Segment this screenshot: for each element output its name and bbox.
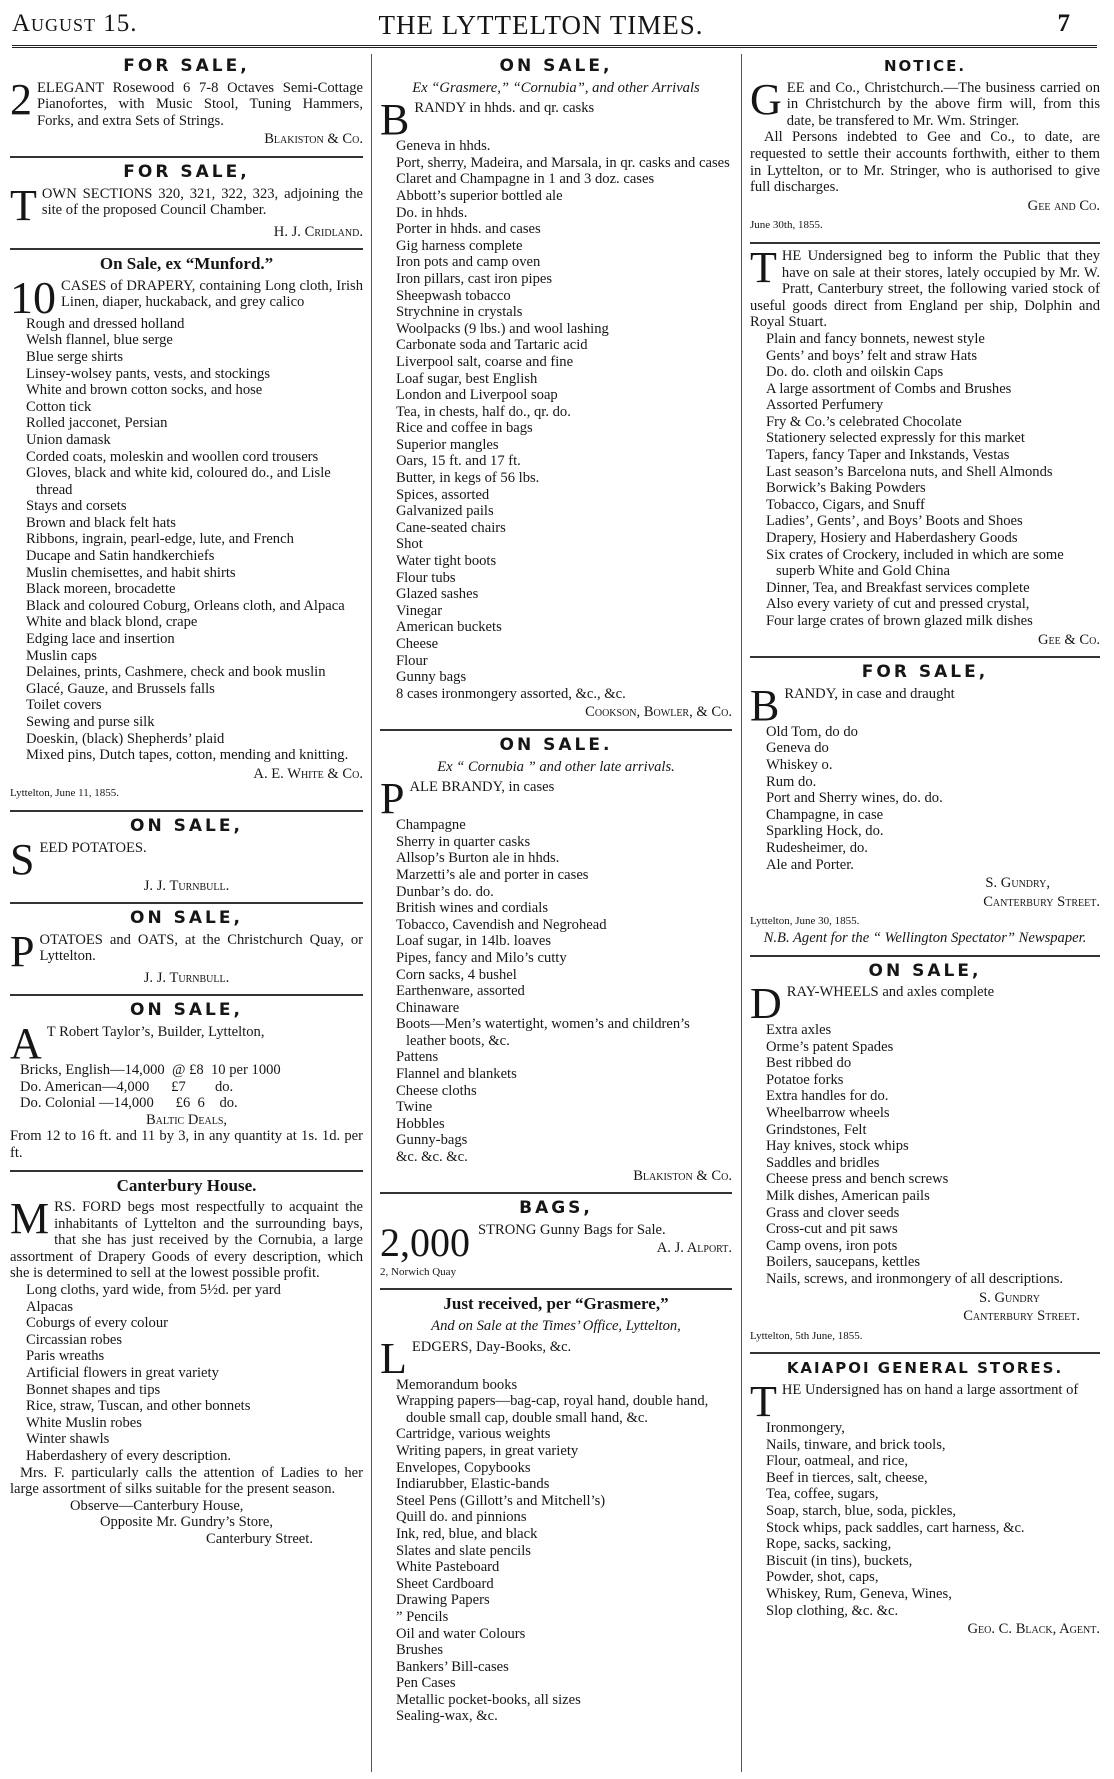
column-divider <box>371 54 372 1772</box>
ad-text: OWN SECTIONS 320, 321, 322, 323, adjoining the site of the proposed Council Chamber. <box>41 185 363 219</box>
list-item: Rum do. <box>766 773 817 790</box>
list-item: ” Pencils <box>396 1608 449 1625</box>
list-item: Superior mangles <box>396 436 499 453</box>
list-item: Last season’s Barcelona nuts, and Shell Almonds <box>766 463 1053 480</box>
drop-cap: B <box>380 95 410 145</box>
newspaper-title: THE LYTTELTON TIMES. <box>378 10 704 40</box>
item-list <box>750 1420 1100 1619</box>
list-item: Ink, red, blue, and black <box>396 1525 538 1542</box>
ad-heading: ON SALE, <box>868 960 982 981</box>
ad-signature: A. J. Alport. <box>656 1240 732 1257</box>
list-item: Hobbles <box>396 1115 445 1132</box>
list-item: Pen Cases <box>396 1675 456 1692</box>
list-item: Loaf sugar, best English <box>396 370 538 387</box>
ad-heading: FOR SALE, <box>123 56 250 76</box>
list-item: Sparkling Hock, do. <box>766 823 884 840</box>
list-item: Tea, coffee, sugars, <box>766 1486 879 1503</box>
list-item: Artificial flowers in great variety <box>26 1365 219 1382</box>
list-item: Muslin chemisettes, and habit shirts <box>26 564 236 581</box>
list-item: Iron pots and camp oven <box>396 254 541 271</box>
drop-cap: 10 <box>10 271 56 323</box>
list-item: Blue serge shirts <box>26 348 124 365</box>
list-item: Stationery selected expressly for this market <box>766 430 1025 447</box>
list-item: Slop clothing, &c. &c. <box>766 1602 899 1619</box>
list-item: Flannel and blankets <box>396 1066 517 1083</box>
list-item: Extra axles <box>766 1022 832 1039</box>
list-item: Muslin caps <box>26 647 97 664</box>
ad-signature: J. J. Turnbull. <box>143 877 230 894</box>
ad-observe: Observe—Canterbury House, <box>70 1497 244 1514</box>
ad-subtitle: Ex “ Cornubia ” and other late arrivals. <box>437 758 675 775</box>
column-2 <box>380 52 732 1733</box>
ad-seed-potatoes <box>10 812 363 904</box>
list-item: Corn sacks, 4 bushel <box>396 966 517 983</box>
list-item: Tobacco, Cavendish and Negrohead <box>396 916 607 933</box>
drop-cap: S <box>10 834 35 884</box>
ad-text: RANDY, in case and draught <box>784 685 955 702</box>
item-list <box>750 724 1100 873</box>
ad-quantity: 2,000 <box>380 1219 470 1265</box>
list-item: Union damask <box>26 431 111 448</box>
list-item: Sewing and purse silk <box>26 714 155 730</box>
list-item: Wrapping papers—bag-cap, royal hand, double hand, double small cap, double small hand, &c. <box>396 1393 709 1426</box>
list-item: Coburgs of every colour <box>26 1315 168 1332</box>
list-item: A large assortment of Combs and Brushes <box>766 380 1012 397</box>
list-item: Edging lace and insertion <box>26 631 175 648</box>
list-item: Slates and slate pencils <box>396 1542 531 1559</box>
ad-brandy-hhds <box>380 52 732 731</box>
price-list <box>10 1062 363 1112</box>
ad-signature: Blakiston & Co. <box>633 1167 732 1184</box>
list-item: Oars, 15 ft. and 17 ft. <box>396 453 521 470</box>
list-item: Galvanized pails <box>396 503 494 520</box>
list-item: Vinegar <box>396 602 443 619</box>
ad-text: EE and Co., Christchurch.—The business carried on in Christchurch by the above firm will, from this date, be transfered to Mr. Wm. Stringer. <box>786 79 1100 129</box>
ad-signature: J. J. Turnbull. <box>143 969 230 986</box>
ad-heading: Just received, per “Grasmere,” <box>443 1294 669 1314</box>
ad-heading: ON SALE, <box>130 1000 243 1021</box>
list-item: Long cloths, yard wide, from 5½d. per yard <box>26 1282 281 1299</box>
list-item: Rough and dressed holland <box>26 315 185 332</box>
ad-address: Canterbury Street. <box>983 893 1100 910</box>
ad-heading: ON SALE, <box>130 908 243 929</box>
list-item: Steel Pens (Gillott’s and Mitchell’s) <box>396 1492 606 1509</box>
list-item: Extra handles for do. <box>766 1088 889 1105</box>
drop-cap: P <box>380 774 405 824</box>
list-item: Ducape and Satin handkerchiefs <box>26 548 215 565</box>
list-item: Sheet Cardboard <box>396 1575 494 1592</box>
list-item: Gloves, black and white kid, coloured do., and Lisle thread <box>26 465 331 498</box>
ad-dateline: Lyttelton, 5th June, 1855. <box>750 1329 863 1342</box>
column-1 <box>10 52 363 1556</box>
list-item: Drapery, Hosiery and Haberdashery Goods <box>766 530 1018 547</box>
list-item: Assorted Perfumery <box>766 397 884 414</box>
list-item: Do. in hhds. <box>396 204 468 221</box>
ad-subtitle: And on Sale at the Times’ Office, Lyttelton, <box>431 1318 681 1334</box>
ad-dateline: Lyttelton, June 11, 1855. <box>10 787 119 800</box>
list-item: Abbott’s superior bottled ale <box>396 187 563 204</box>
list-item: Shot <box>396 536 423 553</box>
list-item: Cotton tick <box>26 398 92 415</box>
list-item: Powder, shot, caps, <box>766 1569 879 1586</box>
ad-signature: Gee & Co. <box>1037 631 1100 648</box>
ad-text: T Robert Taylor’s, Builder, Lyttelton, <box>46 1023 265 1040</box>
list-item: White Muslin robes <box>26 1414 142 1431</box>
list-item: Do. American—4,000 £7 do. <box>20 1078 234 1095</box>
ad-text: RAY-WHEELS and axles complete <box>786 984 995 1001</box>
list-item: Milk dishes, American pails <box>766 1188 930 1205</box>
list-item: Do. do. cloth and oilskin Caps <box>766 364 944 381</box>
ad-gunny-bags <box>380 1194 732 1290</box>
drop-cap: L <box>380 1333 407 1383</box>
list-item: Orme’s patent Spades <box>766 1038 894 1055</box>
ad-text: STRONG Gunny Bags for Sale. <box>478 1221 666 1238</box>
ad-text: HE Undersigned has on hand a large assortment of <box>781 1381 1079 1398</box>
ad-signature: H. J. Cridland. <box>273 223 363 240</box>
list-item: Alpacas <box>26 1298 74 1315</box>
ad-subtitle: Ex “Grasmere,” “Cornubia”, and other Arrivals <box>412 79 700 96</box>
list-item: Chinaware <box>396 999 460 1016</box>
list-item: Cheese press and bench screws <box>766 1171 949 1188</box>
list-item: Best ribbed do <box>766 1055 852 1072</box>
ad-drapery <box>10 250 363 812</box>
list-item: Geneva in hhds. <box>396 138 491 155</box>
drop-cap: D <box>750 979 782 1029</box>
list-item: Quill do. and pinnions <box>396 1509 527 1526</box>
list-item: Flour, oatmeal, and rice, <box>766 1453 909 1470</box>
drop-cap: T <box>750 1376 777 1426</box>
drop-cap: 2 <box>10 74 32 124</box>
list-item: Welsh flannel, blue serge <box>26 332 173 349</box>
list-item: Rudesheimer, do. <box>766 839 868 856</box>
list-item: Whiskey o. <box>766 756 833 773</box>
list-item: Sheepwash tobacco <box>396 287 511 304</box>
ad-text: EDGERS, Day-Books, &c. <box>411 1338 572 1355</box>
item-list <box>750 1022 1100 1288</box>
ad-text: ELEGANT Rosewood 6 7-8 Octaves Semi-Cottage Pianofortes, with Music Stool, Tuning Hammers, Forks, and extra Sets of Strings. <box>37 79 363 129</box>
list-item: British wines and cordials <box>396 900 548 917</box>
list-item: Glazed sashes <box>396 586 479 603</box>
drop-cap: M <box>10 1194 50 1244</box>
list-item: Cane-seated chairs <box>396 519 506 536</box>
ad-gee-stores <box>750 244 1100 658</box>
list-item: Also every variety of cut and pressed crystal, <box>766 596 1030 613</box>
list-item: Four large crates of brown glazed milk dishes <box>766 613 1033 629</box>
list-item: Port and Sherry wines, do. do. <box>766 790 943 807</box>
list-item: Haberdashery of every description. <box>26 1448 232 1464</box>
ad-note: N.B. Agent for the “ Wellington Spectator” Newspaper. <box>763 929 1087 946</box>
list-item: Ale and Porter. <box>766 856 854 873</box>
list-item: Paris wreaths <box>26 1348 105 1365</box>
list-item: Woolpacks (9 lbs.) and wool lashing <box>396 320 609 337</box>
list-item: Camp ovens, iron pots <box>766 1237 898 1254</box>
list-item: Gunny bags <box>396 669 467 686</box>
drop-cap: T <box>750 242 777 292</box>
ad-dateline: June 30th, 1855. <box>750 219 823 232</box>
list-item: Black and coloured Coburg, Orleans cloth, and Alpaca <box>26 597 345 614</box>
list-item: Port, sherry, Madeira, and Marsala, in qr. casks and cases <box>396 154 730 171</box>
ad-address: 2, Norwich Quay <box>380 1265 457 1278</box>
list-item: Saddles and bridles <box>766 1154 880 1171</box>
ad-notice <box>750 52 1100 244</box>
ad-brandy-gundry <box>750 658 1100 956</box>
list-item: Nails, tinware, and brick tools, <box>766 1436 946 1453</box>
list-item: Soap, starch, blue, soda, pickles, <box>766 1502 957 1519</box>
ad-bricks <box>10 996 363 1171</box>
list-item: Dunbar’s do. do. <box>396 883 494 900</box>
list-item: Writing papers, in great variety <box>396 1442 579 1459</box>
list-item: Boots—Men’s watertight, women’s and children’s leather boots, &c. <box>396 1016 690 1049</box>
masthead-rule <box>12 45 1097 48</box>
list-item: Borwick’s Baking Powders <box>766 480 926 497</box>
list-item: Dinner, Tea, and Breakfast services complete <box>766 579 1030 596</box>
list-item: Porter in hhds. and cases <box>396 221 541 238</box>
list-item: Tobacco, Cigars, and Snuff <box>766 496 925 513</box>
list-item: Gig harness complete <box>396 237 523 254</box>
list-item: Gunny-bags <box>396 1132 468 1149</box>
list-item: Wheelbarrow wheels <box>766 1105 890 1122</box>
list-item: Carbonate soda and Tartaric acid <box>396 337 588 354</box>
ad-text: RS. FORD begs most respectfully to acquaint the inhabitants of Lyttelton and the surrounding bays, that she has just received by the Cornubia, a large assortment of Drapery Goods of every description, which she is determined to sell at the lowest possible profit. <box>10 1199 363 1282</box>
list-item: Ironmongery, <box>766 1419 845 1436</box>
list-item: Plain and fancy bonnets, newest style <box>766 330 985 347</box>
ad-heading: FOR SALE, <box>123 161 250 182</box>
list-item: Oil and water Colours <box>396 1625 526 1642</box>
issue-date: August 15. <box>12 10 138 37</box>
list-item: Loaf sugar, in 14lb. loaves <box>396 933 552 950</box>
list-item: Circassian robes <box>26 1331 123 1348</box>
list-item: White Pasteboard <box>396 1559 500 1576</box>
list-item: Toilet covers <box>26 697 102 714</box>
list-item: Hay knives, stock whips <box>766 1138 909 1155</box>
ad-pale-brandy <box>380 731 732 1194</box>
ad-heading: ON SALE, <box>130 815 243 836</box>
ad-text: Mrs. F. particularly calls the attention of Ladies to her large assortment of silks suitable for the present season. <box>10 1464 363 1498</box>
item-list <box>380 817 732 1165</box>
list-item: &c. &c. &c. <box>396 1149 468 1166</box>
ad-signature: Blakiston & Co. <box>264 131 363 148</box>
list-item: Pattens <box>396 1049 439 1066</box>
ad-stationery <box>380 1290 732 1733</box>
list-item: Bricks, English—14,000 @ £8 10 per 1000 <box>20 1061 281 1078</box>
list-item: Champagne, in case <box>766 806 884 823</box>
ad-signature: S. Gundry, <box>985 875 1050 892</box>
list-item: Rice and coffee in bags <box>396 420 533 437</box>
list-item: Champagne <box>396 817 466 834</box>
list-item: Fry & Co.’s celebrated Chocolate <box>766 413 962 430</box>
ad-text: From 12 to 16 ft. and 11 by 3, in any quantity at 1s. 1d. per ft. <box>10 1128 363 1161</box>
item-list <box>750 331 1100 630</box>
masthead <box>12 10 1070 44</box>
list-item: Envelopes, Copybooks <box>396 1459 531 1476</box>
list-item: White and brown cotton socks, and hose <box>26 382 263 399</box>
list-item: Biscuit (in tins), buckets, <box>766 1552 913 1569</box>
list-item: Drawing Papers <box>396 1592 490 1609</box>
item-list <box>10 316 363 764</box>
ad-signature: Geo. C. Black, Agent. <box>967 1621 1100 1638</box>
list-item: Cross-cut and pit saws <box>766 1221 898 1238</box>
list-item: Corded coats, moleskin and woollen cord trousers <box>26 448 319 465</box>
list-item: Tea, in chests, half do., qr. do. <box>396 403 571 420</box>
drop-cap: A <box>10 1018 42 1068</box>
list-item: Brushes <box>396 1642 444 1659</box>
list-item: Rope, sacks, sacking, <box>766 1536 892 1553</box>
ad-text: HE Undersigned beg to inform the Public that they have on sale at their stores, lately occupied by Mr. W. Pratt, Canterbury street, the following varied stock of useful goods direct from England per ship, Dolphin and Royal Stuart. <box>750 247 1100 331</box>
list-item: Flour <box>396 652 428 669</box>
ad-heading: On Sale, ex “Munford.” <box>99 254 274 274</box>
ad-kaiapoi-stores <box>750 1354 1100 1645</box>
ad-dateline: Lyttelton, June 30, 1855. <box>750 915 860 928</box>
list-item: Brown and black felt hats <box>26 514 176 531</box>
ad-text: CASES of DRAPERY, containing Long cloth, Irish Linen, diaper, huckaback, and grey calico <box>61 277 363 311</box>
drop-cap: T <box>10 180 37 230</box>
list-item: 8 cases ironmongery assorted, &c., &c. <box>396 685 626 702</box>
ad-signature: S. Gundry <box>979 1289 1040 1306</box>
ad-text: EED POTATOES. <box>39 839 147 856</box>
list-item: Cartridge, various weights <box>396 1426 551 1443</box>
column-3 <box>750 52 1100 1646</box>
list-item: Geneva do <box>766 740 829 757</box>
ad-address: Canterbury Street. <box>963 1308 1080 1325</box>
list-item: Stays and corsets <box>26 498 127 515</box>
item-list <box>380 138 732 702</box>
list-item: Claret and Champagne in 1 and 3 doz. cases <box>396 171 655 188</box>
ad-heading: Canterbury House. <box>116 1175 257 1195</box>
ad-signature: Gee and Co. <box>1027 197 1100 214</box>
list-item: Delaines, prints, Cashmere, check and book muslin <box>26 664 326 681</box>
item-list <box>10 1282 363 1465</box>
list-item: Water tight boots <box>396 553 497 570</box>
list-item: Allsop’s Burton ale in hhds. <box>396 850 560 867</box>
ad-heading: NOTICE. <box>883 57 967 75</box>
ad-text: OTATOES and OATS, at the Christchurch Quay, or Lyttelton. <box>39 931 363 965</box>
list-item: Mixed pins, Dutch tapes, cotton, mending and knitting. <box>26 747 349 764</box>
list-item: Twine <box>396 1099 433 1116</box>
list-item: Pipes, fancy and Milo’s cutty <box>396 949 567 966</box>
ad-heading: BAGS, <box>519 1198 593 1219</box>
ad-signature: Cookson, Bowler, & Co. <box>585 704 732 721</box>
ad-canterbury-house <box>10 1172 363 1556</box>
list-item: Nails, screws, and ironmongery of all descriptions. <box>766 1271 1064 1287</box>
list-item: Old Tom, do do <box>766 723 858 740</box>
ad-heading: ON SALE. <box>499 734 613 755</box>
ad-pianofortes <box>10 52 363 158</box>
list-item: Iron pillars, cast iron pipes <box>396 270 553 287</box>
list-item: American buckets <box>396 619 502 636</box>
drop-cap: G <box>750 74 782 124</box>
ad-address: Opposite Mr. Gundry’s Store, <box>99 1514 274 1531</box>
list-item: Six crates of Crockery, included in which are some superb White and Gold China <box>766 546 1064 580</box>
list-item: Liverpool salt, coarse and fine <box>396 353 574 370</box>
list-item: Linsey-wolsey pants, vests, and stockings <box>26 365 271 382</box>
list-item: Cheese <box>396 636 439 652</box>
list-item: Whiskey, Rum, Geneva, Wines, <box>766 1585 952 1602</box>
list-item: Bankers’ Bill-cases <box>396 1658 509 1675</box>
list-item: London and Liverpool soap <box>396 387 558 404</box>
list-item: Beef in tierces, salt, cheese, <box>766 1469 928 1486</box>
list-item: Cheese cloths <box>396 1082 477 1099</box>
column-divider <box>741 54 742 1772</box>
ad-text: All Persons indebted to Gee and Co., to date, are requested to settle their accounts forthwith, either to them in Lyttelton, or to Mr. Stringer, who is authorised to give full discharges. <box>750 129 1100 196</box>
list-item: Rolled jacconet, Persian <box>26 415 168 432</box>
list-item: Grindstones, Felt <box>766 1121 867 1138</box>
ad-heading: FOR SALE, <box>861 662 989 683</box>
ad-address: Canterbury Street. <box>206 1530 313 1547</box>
list-item: Black moreen, brocadette <box>26 581 176 598</box>
list-item: Earthenware, assorted <box>396 983 525 1000</box>
ad-potatoes-oats <box>10 904 363 996</box>
list-item: Grass and clover seeds <box>766 1204 900 1221</box>
ad-heading: ON SALE, <box>499 56 613 76</box>
list-item: Metallic pocket-books, all sizes <box>396 1691 581 1708</box>
list-item: Rice, straw, Tuscan, and other bonnets <box>26 1398 251 1415</box>
list-item: Bonnet shapes and tips <box>26 1381 161 1398</box>
list-item: Spices, assorted <box>396 486 490 503</box>
list-item: Sherry in quarter casks <box>396 833 531 850</box>
list-item: Flour tubs <box>396 569 456 586</box>
list-item: Stock whips, pack saddles, cart harness, &c. <box>766 1519 1025 1536</box>
list-item: Winter shawls <box>26 1431 110 1448</box>
ad-text: ALE BRANDY, in cases <box>409 779 555 796</box>
list-item: Indiarubber, Elastic-bands <box>396 1476 550 1493</box>
list-item: Strychnine in crystals <box>396 304 523 321</box>
ad-subheading: Baltic Deals, <box>145 1111 228 1128</box>
list-item: Ribbons, ingrain, pearl-edge, lute, and French <box>26 531 294 548</box>
ad-dray-wheels <box>750 957 1100 1355</box>
page-number: 7 <box>1057 10 1070 37</box>
item-list <box>380 1377 732 1725</box>
ad-heading: KAIAPOI GENERAL STORES. <box>786 1359 1064 1378</box>
list-item: Sealing-wax, &c. <box>396 1708 498 1725</box>
list-item: Doeskin, (black) Shepherds’ plaid <box>26 730 225 747</box>
list-item: Ladies’, Gents’, and Boys’ Boots and Shoes <box>766 513 1023 530</box>
list-item: Marzetti’s ale and porter in cases <box>396 866 589 883</box>
list-item: Gents’ and boys’ felt and straw Hats <box>766 347 978 364</box>
drop-cap: B <box>750 680 780 730</box>
list-item: Boilers, saucepans, kettles <box>766 1254 921 1271</box>
list-item: Potatoe forks <box>766 1071 844 1088</box>
drop-cap: P <box>10 926 35 976</box>
list-item: Do. Colonial —14,000 £6 6 do. <box>20 1095 238 1112</box>
ad-text: RANDY in hhds. and qr. casks <box>414 100 595 117</box>
list-item: Memorandum books <box>396 1376 518 1393</box>
list-item: White and black blond, crape <box>26 614 198 631</box>
list-item: Butter, in kegs of 56 lbs. <box>396 470 540 487</box>
list-item: Tapers, fancy Taper and Inkstands, Vestas <box>766 447 1010 464</box>
ad-signature: A. E. White & Co. <box>253 765 363 782</box>
ad-town-sections <box>10 158 363 250</box>
list-item: Glacé, Gauze, and Brussels falls <box>26 680 215 697</box>
